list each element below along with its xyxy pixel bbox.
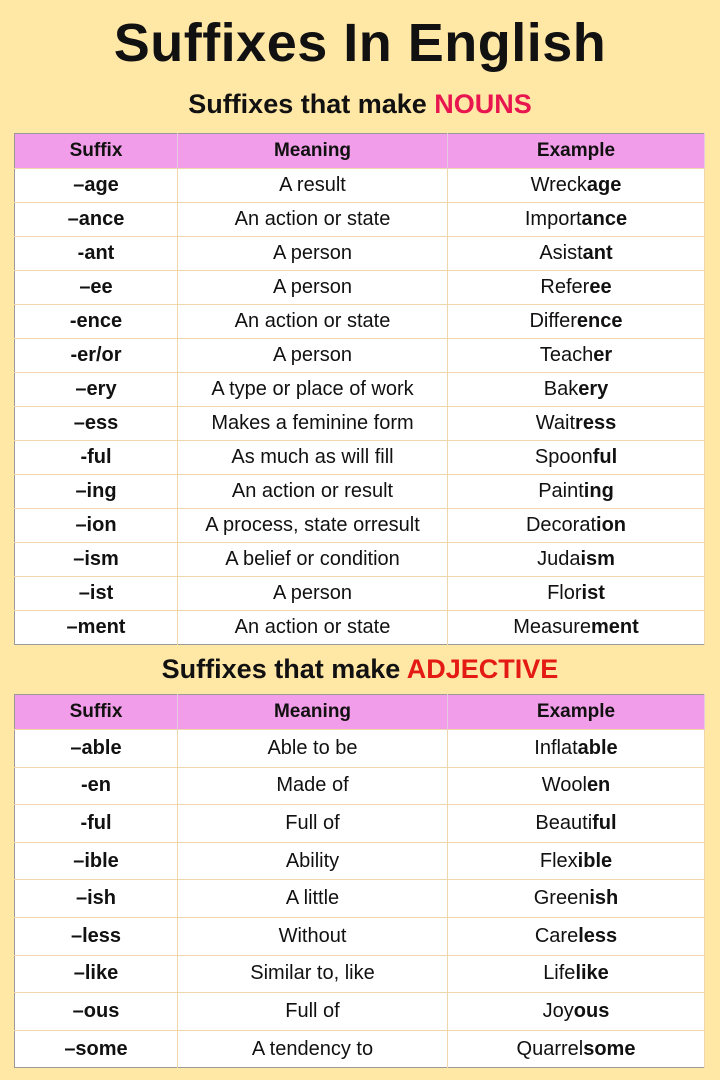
example-cell <box>448 169 705 203</box>
meaning-cell: A person <box>178 577 448 611</box>
table-row <box>15 407 705 441</box>
example-cell <box>448 543 705 577</box>
table-row <box>15 305 705 339</box>
meaning-cell: An action or state <box>178 305 448 339</box>
example-base: Care <box>534 924 579 947</box>
suffix-cell: –ous <box>15 993 178 1031</box>
suffix-cell: –able <box>15 730 178 768</box>
meaning-cell: A little <box>178 880 448 918</box>
example-cell <box>448 509 705 543</box>
example-base: Flex <box>539 849 578 872</box>
table-row <box>15 730 705 768</box>
table-row <box>15 475 705 509</box>
page-title: Suffixes In English <box>113 13 607 73</box>
meaning-cell: Ability <box>178 842 448 880</box>
table-row <box>15 993 705 1031</box>
table-row <box>15 842 705 880</box>
example-suffix: ous <box>573 999 610 1022</box>
table-row <box>15 805 705 843</box>
adjective-table <box>14 694 705 1068</box>
table-row <box>15 577 705 611</box>
example-base: Decorat <box>525 514 597 536</box>
suffix-cell: –less <box>15 917 178 955</box>
suffix-cell: -ence <box>15 305 178 339</box>
example-cell <box>448 917 705 955</box>
meaning-cell: A result <box>178 169 448 203</box>
table-row <box>15 543 705 577</box>
meaning-cell: Without <box>178 917 448 955</box>
suffix-cell: –some <box>15 1030 178 1068</box>
example-cell <box>448 1030 705 1068</box>
example-base: Paint <box>538 480 584 502</box>
example-suffix: ress <box>575 412 617 434</box>
column-header-meaning: Meaning <box>178 134 448 169</box>
suffix-cell: –ery <box>15 373 178 407</box>
suffix-cell: –ing <box>15 475 178 509</box>
suffix-cell: –ee <box>15 271 178 305</box>
example-suffix: able <box>577 736 618 759</box>
example-suffix: less <box>578 924 618 947</box>
example-cell <box>448 805 705 843</box>
example-suffix: age <box>586 174 622 196</box>
nouns-heading-prefix: Suffixes that make <box>188 89 435 119</box>
example-suffix: ing <box>583 480 614 502</box>
column-header-example: Example <box>448 695 705 730</box>
example-cell <box>448 237 705 271</box>
example-cell <box>448 611 705 645</box>
suffix-cell: –like <box>15 955 178 993</box>
example-suffix: ance <box>581 208 628 230</box>
suffix-cell: –age <box>15 169 178 203</box>
example-cell <box>448 271 705 305</box>
suffix-cell: –ish <box>15 880 178 918</box>
example-base: Life <box>543 962 576 985</box>
example-base: Measure <box>513 616 591 638</box>
suffix-cell: –ist <box>15 577 178 611</box>
table-row <box>15 509 705 543</box>
meaning-cell: A process, state orresult <box>178 509 448 543</box>
example-base: Teach <box>539 344 594 366</box>
example-base: Refer <box>540 276 590 298</box>
table-row <box>15 880 705 918</box>
example-base: Green <box>533 887 590 910</box>
table-row <box>15 441 705 475</box>
example-base: Bak <box>543 378 579 400</box>
adjective-heading-prefix: Suffixes that make <box>161 654 407 684</box>
meaning-cell: Able to be <box>178 730 448 768</box>
example-base: Wool <box>541 774 587 797</box>
example-cell <box>448 730 705 768</box>
meaning-cell: A belief or condition <box>178 543 448 577</box>
column-header-example: Example <box>448 134 705 169</box>
table-row <box>15 611 705 645</box>
example-base: Wreck <box>530 174 587 196</box>
example-cell <box>448 407 705 441</box>
example-suffix: ism <box>580 548 615 570</box>
suffix-cell: -ful <box>15 441 178 475</box>
nouns-heading <box>0 86 720 122</box>
meaning-cell: Full of <box>178 805 448 843</box>
example-suffix: ee <box>589 276 612 298</box>
meaning-cell: A person <box>178 237 448 271</box>
example-base: Wait <box>535 412 576 434</box>
meaning-cell: A person <box>178 271 448 305</box>
meaning-cell: An action or state <box>178 203 448 237</box>
table-header-row <box>15 134 705 169</box>
meaning-cell: Makes a feminine form <box>178 407 448 441</box>
meaning-cell: As much as will fill <box>178 441 448 475</box>
table-row <box>15 203 705 237</box>
meaning-cell: A person <box>178 339 448 373</box>
example-cell <box>448 305 705 339</box>
column-header-suffix: Suffix <box>15 134 178 169</box>
example-base: Spoon <box>534 446 593 468</box>
table-row <box>15 169 705 203</box>
table-row <box>15 1030 705 1068</box>
suffix-cell: -en <box>15 767 178 805</box>
example-suffix: ion <box>596 514 627 536</box>
meaning-cell: Similar to, like <box>178 955 448 993</box>
adjective-heading-highlight: ADJECTIVE <box>406 654 559 684</box>
table-row <box>15 955 705 993</box>
meaning-cell: A type or place of work <box>178 373 448 407</box>
example-base: Flor <box>547 582 582 604</box>
example-suffix: en <box>586 774 611 797</box>
table-row <box>15 767 705 805</box>
example-suffix: ish <box>589 887 619 910</box>
meaning-cell: An action or state <box>178 611 448 645</box>
example-cell <box>448 203 705 237</box>
example-base: Joy <box>542 999 574 1022</box>
example-cell <box>448 475 705 509</box>
example-suffix: er <box>593 344 613 366</box>
adjective-heading <box>0 651 720 687</box>
example-cell <box>448 339 705 373</box>
suffix-cell: –ance <box>15 203 178 237</box>
example-base: Juda <box>537 548 581 570</box>
example-cell <box>448 880 705 918</box>
example-base: Inflat <box>534 736 578 759</box>
example-suffix: ery <box>578 378 609 400</box>
example-base: Asist <box>539 242 583 264</box>
suffix-cell: –ible <box>15 842 178 880</box>
suffix-cell: -ant <box>15 237 178 271</box>
suffix-cell: -ful <box>15 805 178 843</box>
suffix-cell: –ism <box>15 543 178 577</box>
nouns-heading-highlight: NOUNS <box>434 89 532 119</box>
example-suffix: ible <box>577 849 613 872</box>
example-base: Import <box>524 208 582 230</box>
nouns-table-body <box>15 169 705 645</box>
nouns-table <box>14 133 705 645</box>
example-suffix: ful <box>592 446 618 468</box>
example-cell <box>448 373 705 407</box>
table-header-row <box>15 695 705 730</box>
table-row <box>15 271 705 305</box>
example-suffix: ant <box>582 242 613 264</box>
example-cell <box>448 441 705 475</box>
example-cell <box>448 842 705 880</box>
example-base: Beauti <box>535 811 593 834</box>
meaning-cell: Full of <box>178 993 448 1031</box>
example-suffix: some <box>583 1037 636 1060</box>
example-suffix: ful <box>592 811 617 834</box>
suffix-cell: –ess <box>15 407 178 441</box>
meaning-cell: A tendency to <box>178 1030 448 1068</box>
example-cell <box>448 955 705 993</box>
table-row <box>15 373 705 407</box>
example-cell <box>448 767 705 805</box>
example-base: Differ <box>529 310 577 332</box>
example-base: Quarrel <box>516 1037 584 1060</box>
example-suffix: ment <box>591 616 639 638</box>
example-suffix: ist <box>581 582 605 604</box>
table-row <box>15 237 705 271</box>
adjective-table-body <box>15 730 705 1068</box>
suffix-cell: –ion <box>15 509 178 543</box>
suffix-cell: -er/or <box>15 339 178 373</box>
table-row <box>15 917 705 955</box>
example-suffix: ence <box>576 310 623 332</box>
column-header-meaning: Meaning <box>178 695 448 730</box>
column-header-suffix: Suffix <box>15 695 178 730</box>
example-cell <box>448 577 705 611</box>
table-row <box>15 339 705 373</box>
example-cell <box>448 993 705 1031</box>
example-suffix: like <box>575 962 609 985</box>
suffix-cell: –ment <box>15 611 178 645</box>
meaning-cell: Made of <box>178 767 448 805</box>
meaning-cell: An action or result <box>178 475 448 509</box>
